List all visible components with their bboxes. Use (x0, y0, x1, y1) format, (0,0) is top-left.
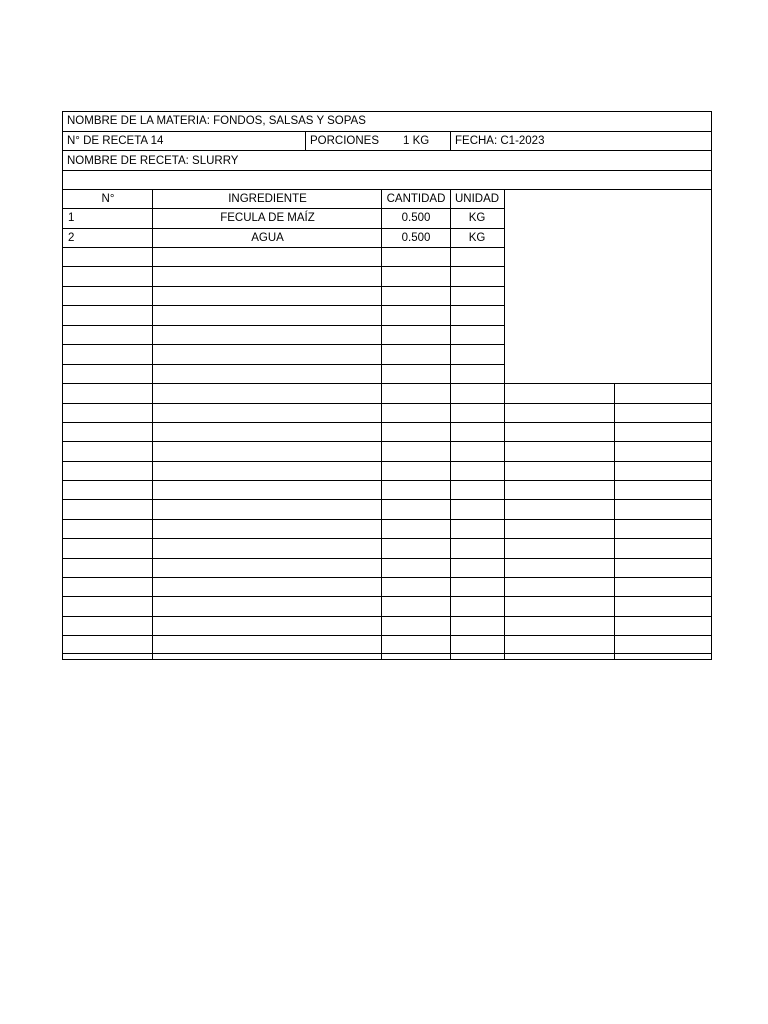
row-2-number: 2 (68, 232, 75, 244)
grid-line-horizontal (62, 286, 505, 287)
grid-line-vertical (381, 189, 382, 660)
portions-value: 1 KG (403, 135, 430, 147)
grid-line-vertical (614, 383, 615, 660)
recipe-number: N° DE RECETA 14 (67, 135, 164, 147)
grid-line-horizontal (62, 305, 505, 306)
column-header-ingredient: INGREDIENTE (228, 193, 307, 205)
grid-line-horizontal (62, 150, 712, 151)
date-label: FECHA: C1-2023 (455, 135, 545, 147)
grid-line-vertical (450, 189, 451, 660)
row-2-quantity: 0.500 (401, 232, 431, 244)
grid-line-horizontal (62, 247, 505, 248)
grid-line-vertical (504, 189, 505, 660)
column-header-number: N° (101, 193, 115, 205)
grid-line-horizontal (62, 344, 505, 345)
row-1-quantity: 0.500 (401, 212, 431, 224)
grid-line-vertical (152, 189, 153, 660)
portions-label: PORCIONES (310, 135, 380, 147)
row-2-ingredient: AGUA (251, 232, 284, 244)
row-2-unit: KG (468, 232, 486, 244)
column-header-quantity: CANTIDAD (386, 193, 446, 205)
row-1-unit: KG (468, 212, 486, 224)
column-header-unit: UNIDAD (454, 193, 500, 205)
grid-line-horizontal (62, 325, 505, 326)
grid-line-horizontal (62, 364, 505, 365)
row-1-number: 1 (68, 212, 75, 224)
materia-label: NOMBRE DE LA MATERIA: FONDOS, SALSAS Y SOPAS (67, 115, 366, 127)
row-1-ingredient: FECULA DE MAÍZ (220, 212, 315, 224)
grid-line-horizontal (62, 170, 712, 171)
recipe-name: NOMBRE DE RECETA: SLURRY (67, 155, 239, 167)
grid-line-horizontal (62, 266, 505, 267)
